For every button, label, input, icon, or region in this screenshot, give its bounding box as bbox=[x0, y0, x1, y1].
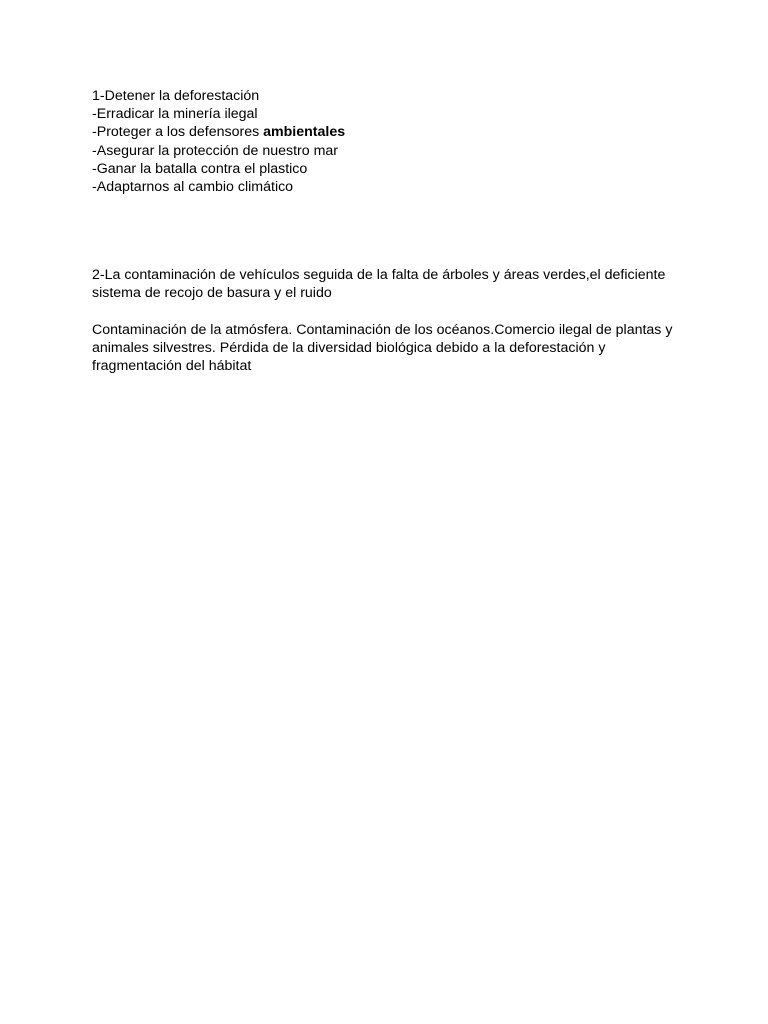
list-item-protect-defenders bbox=[92, 123, 692, 141]
list-item-protect-sea: -Asegurar la protección de nuestro mar bbox=[92, 142, 339, 159]
paragraph-1-line-1: 2-La contaminación de vehículos seguida de la falta de árboles y áreas verdes,el deficiente bbox=[92, 267, 666, 284]
paragraph-2-line-3: fragmentación del hábitat bbox=[92, 358, 252, 375]
paragraph-2-line-2: animales silvestres. Pérdida de la diversidad biológica debido a la deforestación y bbox=[92, 339, 606, 356]
paragraph-environmental-problems bbox=[92, 321, 692, 376]
bold-word-ambientales: ambientales bbox=[263, 124, 346, 141]
paragraph-1-line-2: sistema de recojo de basura y el ruido bbox=[92, 285, 332, 302]
section-1-list bbox=[92, 87, 692, 196]
document-body bbox=[92, 87, 692, 375]
paragraph-pollution-causes bbox=[92, 266, 692, 302]
list-item-stop-deforestation: 1-Detener la deforestación bbox=[92, 88, 260, 104]
paragraph-2-line-1: Contaminación de la atmósfera. Contaminación de los océanos.Comercio ilegal de plantas y bbox=[92, 321, 673, 338]
list-item-plastic: -Ganar la batalla contra el plastico bbox=[92, 160, 308, 177]
list-item-illegal-mining: -Erradicar la minería ilegal bbox=[92, 106, 258, 123]
list-item-protect-defenders-text: -Proteger a los defensores bbox=[92, 124, 264, 141]
list-item-climate-change: -Adaptarnos al cambio climático bbox=[92, 179, 294, 196]
section-2 bbox=[92, 266, 692, 375]
